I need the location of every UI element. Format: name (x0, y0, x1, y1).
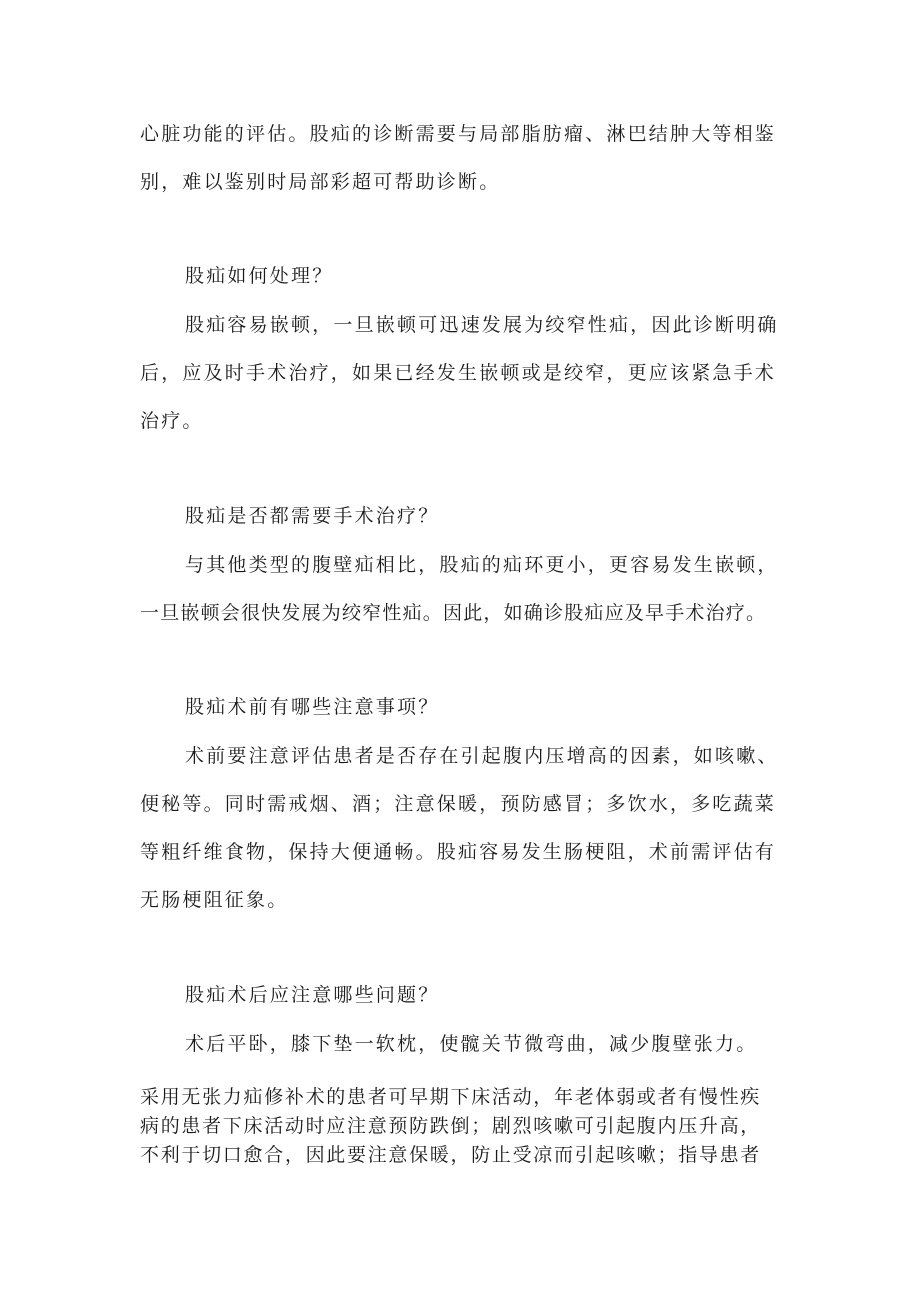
section-heading: 股疝是否都需要手术治疗？ (185, 505, 440, 527)
body-line: 术前要注意评估患者是否存在引起腹内压增高的因素，如咳嗽、 (185, 745, 779, 767)
body-line: 无肠梗阻征象。 (140, 889, 289, 911)
body-line: 股疝容易嵌顿，一旦嵌顿可迅速发展为绞窄性疝，因此诊断明确 (185, 314, 779, 336)
section-heading: 股疝如何处理？ (185, 265, 334, 287)
body-line: 便秘等。同时需戒烟、酒；注意保暖，预防感冒；多饮水，多吃蔬菜 (140, 793, 777, 815)
body-line: 别，难以鉴别时局部彩超可帮助诊断。 (140, 171, 501, 193)
body-line: 病的患者下床活动时应注意预防跌倒；剧烈咳嗽可引起腹内压升高， (140, 1115, 762, 1137)
body-line: 一旦嵌顿会很快发展为绞窄性疝。因此，如确诊股疝应及早手术治疗。 (140, 602, 767, 624)
body-line: 与其他类型的腹壁疝相比，股疝的疝环更小，更容易发生嵌顿， (185, 554, 779, 576)
section-heading: 股疝术后应注意哪些问题？ (185, 984, 440, 1006)
body-line: 等粗纤维食物，保持大便通畅。股疝容易发生肠梗阻，术前需评估有 (140, 841, 777, 863)
section-heading: 股疝术前有哪些注意事项？ (185, 696, 440, 718)
body-line: 后，应及时手术治疗，如果已经发生嵌顿或是绞窄，更应该紧急手术 (140, 362, 777, 384)
body-line: 采用无张力疝修补术的患者可早期下床活动，年老体弱或者有慢性疾 (140, 1086, 762, 1108)
body-line: 术后平卧，膝下垫一软枕，使髋关节微弯曲，减少腹壁张力。 (185, 1033, 758, 1055)
body-line: 治疗。 (140, 410, 204, 432)
body-line: 不利于切口愈合，因此要注意保暖，防止受凉而引起咳嗽；指导患者 (140, 1144, 762, 1166)
body-line: 心脏功能的评估。股疝的诊断需要与局部脂肪瘤、淋巴结肿大等相鉴 (140, 123, 777, 145)
